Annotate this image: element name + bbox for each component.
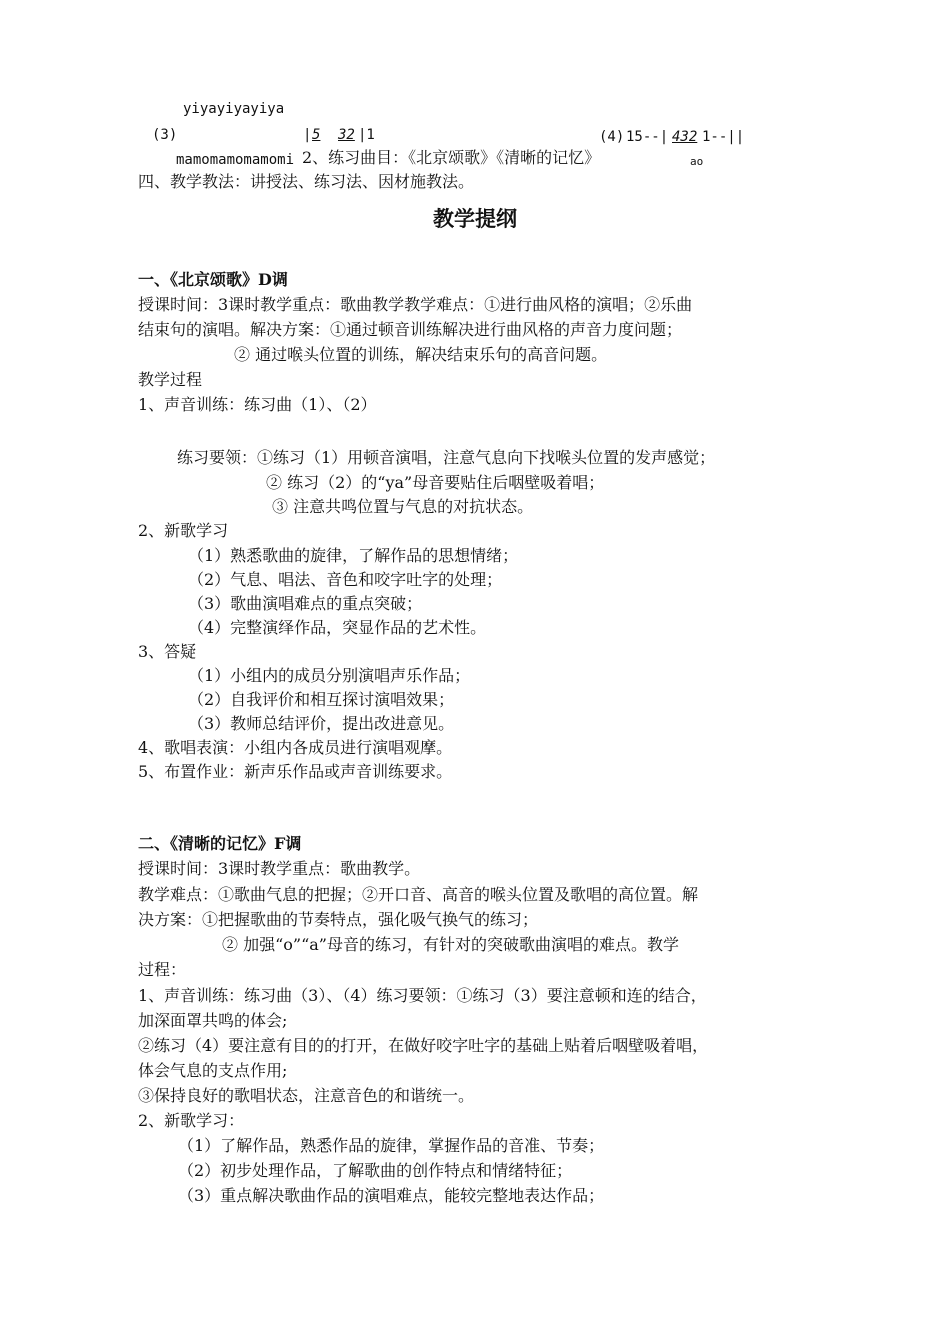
section-1-line: ③ 注意共鸣位置与气息的对抗状态。: [272, 497, 534, 516]
section-2-line: ②练习（4）要注意有目的的打开，在做好咬字吐字的基础上贴着后咽壁吸着唱，: [138, 1036, 709, 1055]
exercise-3-tail: |1: [358, 127, 375, 143]
section-2-line: 1、声音训练：练习曲（3）、（4）练习要领：①练习（3）要注意顿和连的结合，: [138, 986, 707, 1005]
section-2-line: （3）重点解决歌曲作品的演唱难点，能较完整地表达作品；: [178, 1186, 605, 1205]
section-1-line: 结束句的演唱。解决方案：①通过顿音训练解决进行曲风格的声音力度问题；: [138, 320, 683, 339]
section-2-line: 决方案：①把握歌曲的节奏特点，强化吸气换气的练习；: [138, 910, 539, 929]
section-1-line: 1、声音训练：练习曲（1）、（2）: [138, 395, 377, 414]
section-2-line: 2、新歌学习：: [138, 1111, 245, 1130]
section-1-line: 教学过程: [138, 370, 203, 389]
section-1-line: （3）歌曲演唱难点的重点突破；: [188, 594, 423, 613]
section-1-line: ② 练习（2）的“ya”母音要贴住后咽壁吸着唱；: [266, 473, 605, 492]
section-1-line: （2）自我评价和相互探讨演唱效果；: [188, 690, 455, 709]
exercise-4-syllables: ao: [690, 155, 704, 168]
exercise-3-label: (3): [152, 127, 178, 143]
teaching-methods-line: 四、教学教法：讲授法、练习法、因材施教法。: [138, 172, 475, 191]
section-1-line: 2、新歌学习: [138, 521, 229, 540]
notation-syllables-bottom: mamomamomamomi: [176, 152, 295, 168]
exercise-4-tail: 1--||: [702, 129, 745, 145]
intro-line: 2、练习曲目：《北京颂歌》《清晰的记忆》: [302, 148, 601, 167]
section-2-line: （2）初步处理作品，了解歌曲的创作特点和情绪特征；: [178, 1161, 573, 1180]
section-2-line: ② 加强“o”“a”母音的练习，有针对的突破歌曲演唱的难点。教学: [222, 935, 679, 954]
section-1-line: 4、歌唱表演：小组内各成员进行演唱观摩。: [138, 738, 453, 757]
section-2-line: （1）了解作品，熟悉作品的旋律，掌握作品的音准、节奏；: [178, 1136, 605, 1155]
exercise-4-head: 15--|: [626, 129, 669, 145]
section-2-heading: 二、《清晰的记忆》F调: [138, 834, 302, 853]
section-1-line: （4）完整演绎作品，突显作品的艺术性。: [188, 618, 487, 637]
exercise-3-note-32: 32: [338, 127, 355, 143]
exercise-4-label: (4): [599, 129, 625, 145]
section-2-line: 授课时间：3课时教学重点：歌曲教学。: [138, 859, 421, 878]
exercise-3-note-5: 5: [312, 127, 321, 143]
section-2-line: ③保持良好的歌唱状态，注意音色的和谐统一。: [138, 1086, 475, 1105]
section-1-line: 练习要领：①练习（1）用顿音演唱，注意气息向下找喉头位置的发声感觉；: [177, 448, 716, 467]
section-1-line: （3）教师总结评价，提出改进意见。: [188, 714, 455, 733]
section-1-line: 5、布置作业：新声乐作品或声音训练要求。: [138, 762, 453, 781]
section-1-line: （1）小组内的成员分别演唱声乐作品；: [188, 666, 471, 685]
section-1-line: ② 通过喉头位置的训练，解决结束乐句的高音问题。: [234, 345, 608, 364]
section-2-line: 加深面罩共鸣的体会;: [138, 1011, 288, 1030]
section-2-line: 过程：: [138, 960, 187, 979]
section-2-line: 体会气息的支点作用;: [138, 1061, 288, 1080]
exercise-4-note-432: 432: [672, 129, 698, 145]
exercise-3-bar: |: [303, 127, 312, 143]
section-1-heading: 一、《北京颂歌》D调: [138, 270, 288, 289]
section-1-line: （1）熟悉歌曲的旋律，了解作品的思想情绪；: [188, 546, 519, 565]
section-1-line: 3、答疑: [138, 642, 197, 661]
section-1-line: 授课时间：3课时教学重点：歌曲教学教学难点：①进行曲风格的演唱；②乐曲: [138, 295, 693, 314]
notation-syllables-top: yiyayiyayiya: [183, 101, 285, 117]
section-2-line: 教学难点：①歌曲气息的把握；②开口音、高音的喉头位置及歌唱的高位置。解: [138, 885, 699, 904]
section-1-line: （2）气息、唱法、音色和咬字吐字的处理；: [188, 570, 503, 589]
page-title: 教学提纲: [433, 207, 517, 231]
